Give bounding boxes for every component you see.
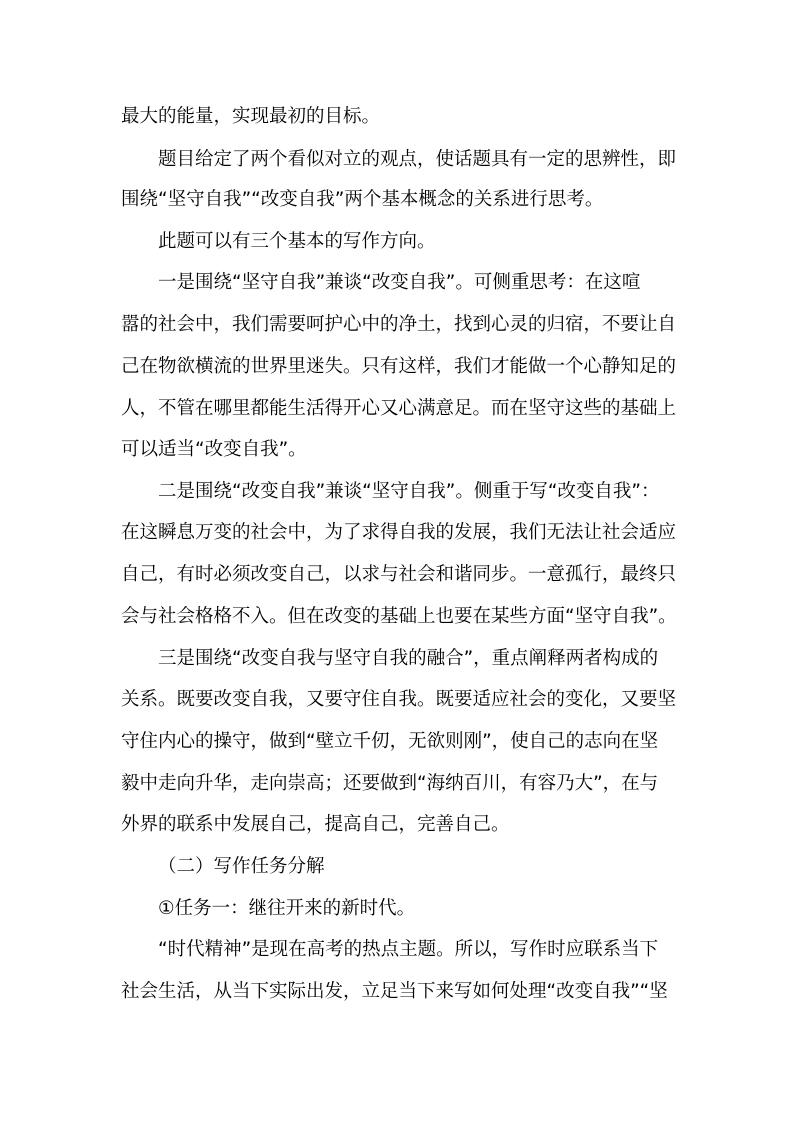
text-line: 人，不管在哪里都能生活得开心又心满意足。而在坚守这些的基础上 bbox=[121, 398, 677, 419]
text-line: 社会生活，从当下实际出发，立足当下来写如何处理“改变自我”“坚 bbox=[121, 981, 668, 1002]
text-line: 三是围绕“改变自我与坚守自我的融合”，重点阐释两者构成的 bbox=[158, 648, 659, 669]
text-line: 围绕“坚守自我”“改变自我”两个基本概念的关系进行思考。 bbox=[121, 189, 604, 210]
section-heading: （二）写作任务分解 bbox=[158, 856, 325, 877]
text-line: 外界的联系中发展自己，提高自己，完善自己。 bbox=[121, 814, 510, 835]
text-line: 此题可以有三个基本的写作方向。 bbox=[158, 231, 436, 252]
text-line: 自己，有时必须改变自己，以求与社会和谐同步。一意孤行，最终只 bbox=[121, 564, 677, 585]
text-line: 会与社会格格不入。但在改变的基础上也要在某些方面“坚守自我”。 bbox=[121, 606, 677, 627]
text-line: “时代精神”是现在高考的热点主题。所以，写作时应联系当下 bbox=[158, 939, 659, 960]
text-line: 关系。既要改变自我，又要守住自我。既要适应社会的变化，又要坚 bbox=[121, 689, 677, 710]
text-line: 毅中走向升华，走向崇高；还要做到“海纳百川，有容乃大”，在与 bbox=[121, 773, 659, 794]
text-line: 嚣的社会中，我们需要呵护心中的净土，找到心灵的归宿，不要让自 bbox=[121, 314, 677, 335]
text-line: 最大的能量，实现最初的目标。 bbox=[121, 106, 381, 127]
text-line: 一是围绕“坚守自我”兼谈“改变自我”。可侧重思考：在这喧 bbox=[158, 272, 641, 293]
text-line: 己在物欲横流的世界里迷失。只有这样，我们才能做一个心静知足的 bbox=[121, 356, 677, 377]
text-line: 可以适当“改变自我”。 bbox=[121, 439, 307, 460]
text-line: 守住内心的操守，做到“壁立千仞，无欲则刚”，使自己的志向在坚 bbox=[121, 731, 659, 752]
text-line: 在这瞬息万变的社会中，为了求得自我的发展，我们无法让社会适应 bbox=[121, 522, 677, 543]
text-line: 二是围绕“改变自我”兼谈“坚守自我”。侧重于写“改变自我”： bbox=[158, 481, 660, 502]
task-heading: ①任务一：继往开来的新时代。 bbox=[158, 898, 416, 919]
text-line: 题目给定了两个看似对立的观点，使话题具有一定的思辨性，即 bbox=[158, 149, 677, 170]
